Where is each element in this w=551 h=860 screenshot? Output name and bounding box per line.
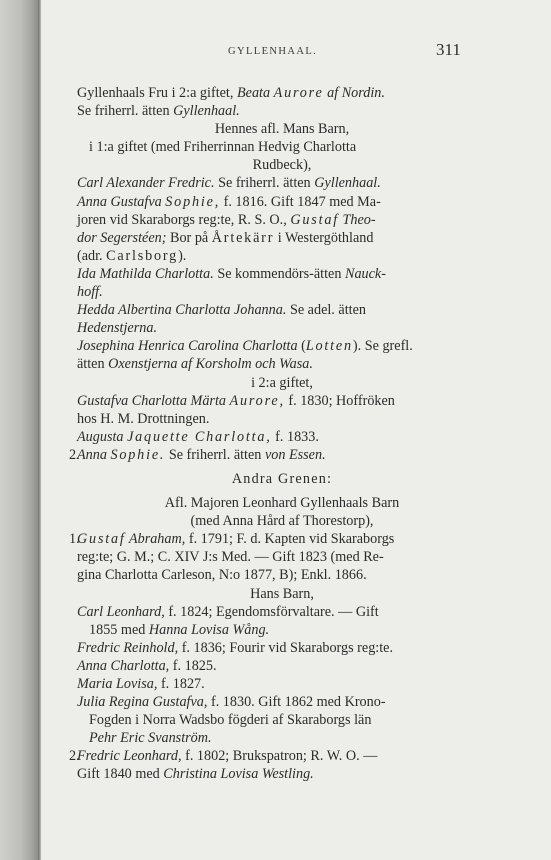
text-run: (med Anna Hård af Thorestorp), (190, 513, 374, 530)
text-line (77, 265, 487, 283)
text-run: Se friherrl. ätten (77, 103, 174, 120)
italic-name: Ida Mathilda Charlotta. (77, 265, 214, 282)
text-line (77, 374, 487, 392)
text-run: Fogden i Norra Wadsbo fögderi af Skaraborgs län (89, 712, 372, 729)
text-line (77, 675, 487, 693)
text-run: hos H. M. Drottningen. (77, 410, 210, 427)
italic-name: Gyllenhaal. (173, 103, 240, 120)
italic-name: Lotten (305, 338, 353, 355)
text-line (69, 747, 487, 765)
text-line (77, 765, 487, 783)
text-line (77, 247, 487, 265)
italic-name: Pehr Eric Svanström. (89, 730, 212, 747)
entry-number: 2. (69, 446, 80, 463)
italic-name: Anna (77, 446, 111, 463)
text-run: f. 1816. Gift 1847 med Ma- (220, 193, 381, 210)
italic-name: Oxenstjerna af Korsholm och Wasa. (108, 356, 313, 373)
text-line (77, 566, 487, 584)
italic-name: Gyllenhaal. (314, 175, 381, 192)
italic-name: Theo- (338, 211, 376, 228)
text-run: f. 1824; Egendomsförvaltare. — Gift (164, 603, 379, 620)
text-run: i 1:a giftet (med Friherrinnan Hedvig Charlotta (89, 139, 357, 156)
text-line (69, 446, 487, 464)
text-line (77, 548, 487, 566)
text-run: Gyllenhaals Fru i 2:a giftet, (77, 85, 237, 101)
italic-name: Hedenstjerna. (77, 320, 157, 337)
text-line (77, 337, 487, 355)
italic-name: Hedda Albertina Charlotta Johanna. (77, 302, 287, 319)
text-run: f. 1833. (271, 428, 319, 445)
text-run: Bor på (166, 229, 212, 246)
italic-name: Gustaf (290, 211, 339, 228)
text-run: Hennes afl. Mans Barn, (214, 121, 350, 138)
text-run: joren vid Skaraborgs reg:te, R. S. O., (77, 211, 291, 228)
text-run: f. 1791; F. d. Kapten vid Skaraborgs (185, 531, 395, 548)
italic-name: Jaquette Charlotta, (127, 428, 272, 445)
text-run: 1855 med (89, 621, 149, 638)
italic-name: Augusta (77, 428, 128, 445)
text-run: f. 1830. Gift 1862 med Krono- (207, 694, 386, 711)
text-run: Se friherrl. ätten (214, 175, 315, 192)
italic-name: af Nordin. (323, 85, 385, 101)
text-run: ätten (77, 356, 109, 373)
text-run: f. 1802; Brukspatron; R. W. O. — (181, 748, 378, 765)
text-line (77, 494, 487, 512)
text-line (77, 470, 487, 488)
text-line (77, 428, 487, 446)
italic-name: Carl Alexander Fredric. (77, 175, 215, 192)
text-line (77, 639, 487, 657)
page-header (38, 40, 551, 64)
italic-name: hoff. (77, 284, 103, 301)
italic-name: Anna Gustafva (77, 193, 166, 210)
text-run: Afl. Majoren Leonhard Gyllenhaals Barn (164, 495, 400, 512)
text-run: ). (178, 247, 187, 264)
text-run: i 2:a giftet, (251, 374, 313, 391)
italic-name: Hanna Lovisa Wång. (148, 621, 270, 638)
text-run: Gift 1840 med (77, 766, 164, 783)
italic-name: Carl Leonhard, (77, 603, 165, 620)
text-run: f. 1825. (169, 657, 217, 674)
text-line (77, 319, 487, 337)
text-line (77, 621, 487, 639)
entry-number: 2. (69, 748, 80, 765)
text-line (77, 729, 487, 747)
text-run: gina Charlotta Carleson, N:o 1877, B); Enkl. 1866. (77, 567, 367, 584)
text-run: f. 1830; Hoffröken (284, 392, 395, 409)
text-line (77, 138, 487, 156)
italic-name: Gustafva Charlotta Märta (77, 392, 230, 409)
text-line (77, 603, 487, 621)
text-line (77, 355, 487, 373)
italic-name: Sophie. (110, 446, 166, 463)
italic-name: Christina Lovisa Westling. (163, 766, 314, 783)
text-line (77, 84, 487, 102)
text-line (77, 193, 487, 211)
text-line (77, 392, 487, 410)
italic-name: Julia Regina Gustafva, (77, 694, 208, 711)
running-head: GYLLENHAAL. (228, 46, 318, 57)
text-line (77, 512, 487, 530)
italic-name: Anna Charlotta, (77, 657, 170, 674)
text-run: Carlsborg (106, 247, 179, 264)
italic-name: Maria Lovisa, (77, 676, 158, 692)
text-line (77, 120, 487, 138)
text-line (77, 283, 487, 301)
text-run: Se friherrl. ätten (165, 446, 265, 463)
text-run: (adr. (77, 247, 107, 264)
page-number: 311 (436, 40, 461, 59)
italic-name: Abraham, (125, 531, 186, 548)
italic-name: Beata (236, 85, 274, 101)
text-run: i Westergöthland (274, 229, 374, 246)
text-run: Årtekärr (211, 229, 275, 246)
text-line (69, 530, 487, 548)
italic-name: von Essen. (264, 446, 326, 463)
text-run: reg:te; G. M.; C. XIV J:s Med. — Gift 1823 (med Re- (77, 549, 384, 566)
italic-name: Josephina Henrica Carolina Charlotta (77, 338, 298, 355)
text-line (77, 102, 487, 120)
text-line (77, 174, 487, 192)
italic-name: Aurore, (229, 392, 285, 409)
text-line (77, 585, 487, 603)
book-binding (0, 0, 38, 860)
text-run: Rudbeck), (252, 157, 312, 174)
text-run: Se kommendörs-ätten (213, 265, 345, 282)
text-line (77, 301, 487, 319)
italic-name: Fredric Leonhard, (77, 748, 182, 765)
text-run: ). Se grefl. (352, 338, 413, 355)
text-run: Se adel. ätten (286, 302, 366, 319)
italic-name: Fredric Reinhold, (77, 639, 179, 656)
text-run: f. 1827. (157, 676, 205, 692)
genealogy-text (69, 84, 487, 784)
text-line (77, 229, 487, 247)
text-run: Andra Grenen: (231, 470, 333, 487)
italic-name: Aurore (273, 85, 324, 101)
italic-name: Nauck- (344, 265, 386, 282)
text-line (77, 657, 487, 675)
text-line (77, 711, 487, 729)
entry-number: 1. (69, 531, 80, 548)
text-run: Hans Barn, (250, 585, 314, 602)
text-line (77, 410, 487, 428)
text-line (77, 156, 487, 174)
text-run: f. 1836; Fourir vid Skaraborgs reg:te. (178, 639, 394, 656)
italic-name: Gustaf (77, 531, 126, 548)
book-page (38, 0, 551, 860)
italic-name: dor Segerstéen; (77, 229, 167, 246)
text-line (77, 693, 487, 711)
text-line (77, 211, 487, 229)
text-run: ( (297, 338, 306, 355)
italic-name: Sophie, (165, 193, 221, 210)
page-gutter-shadow (38, 0, 41, 860)
